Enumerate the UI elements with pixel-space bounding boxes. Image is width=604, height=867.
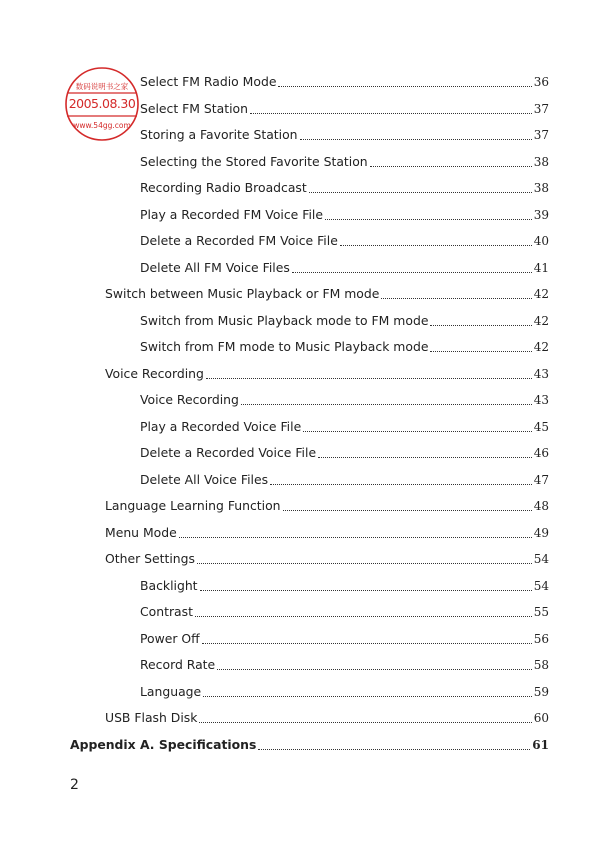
toc-entry: [105, 521, 549, 541]
toc-dot-leader: [200, 589, 532, 591]
toc-dot-leader: [202, 642, 532, 644]
toc-dot-leader: [197, 562, 532, 564]
toc-entry-title: Delete a Recorded FM Voice File: [140, 233, 338, 248]
toc-entry: [140, 150, 549, 170]
toc-entry: [140, 335, 549, 355]
toc-entry-page: 60: [533, 711, 549, 725]
toc-entry: [140, 627, 549, 647]
toc-entry-title: USB Flash Disk: [105, 710, 198, 725]
toc-dot-leader: [325, 218, 532, 220]
toc-entry-title: Delete All Voice Files: [140, 471, 269, 487]
toc-entry: [140, 203, 549, 223]
toc-dot-leader: [206, 377, 532, 379]
toc-entry: [140, 415, 549, 435]
toc-entry: [105, 706, 549, 726]
toc-entry-title: Play a Recorded FM Voice File: [140, 206, 323, 222]
toc-entry-title: Voice Recording: [105, 365, 204, 381]
toc-entry: [140, 97, 549, 117]
toc-entry-page: 41: [533, 260, 549, 275]
toc-entry: [140, 388, 549, 408]
toc-dot-leader: [258, 748, 530, 750]
toc-entry-title: Play a Recorded Voice File: [140, 418, 302, 434]
page-number: 2: [70, 777, 79, 793]
toc-entry: [105, 282, 549, 302]
toc-entry-title: Select FM Station: [140, 100, 248, 116]
toc-entry: [140, 229, 549, 249]
toc-dot-leader: [217, 668, 532, 670]
toc-entry-page: 43: [533, 393, 549, 407]
toc-dot-leader: [283, 509, 532, 511]
toc-dot-leader: [199, 721, 531, 723]
toc-entry: [140, 653, 549, 673]
toc-entry-page: 39: [533, 207, 549, 222]
toc-entry-title: Switch from FM mode to Music Playback mode: [140, 339, 429, 354]
toc-dot-leader: [270, 483, 532, 485]
toc-entry: [140, 309, 549, 329]
toc-entry-page: 61: [532, 737, 549, 752]
toc-entry-title: Recording Radio Broadcast: [140, 180, 307, 195]
toc-entry-page: 37: [533, 128, 549, 142]
toc-entry-page: 45: [533, 419, 549, 434]
toc-entry-page: 38: [533, 154, 549, 169]
toc-dot-leader: [250, 112, 532, 114]
toc-entry-page: 54: [533, 578, 549, 593]
toc-dot-leader: [278, 85, 531, 87]
toc-entry-title: Power Off: [140, 630, 200, 646]
toc-entry-page: 38: [533, 181, 549, 195]
toc-entry: [140, 256, 549, 276]
toc-entry-page: 42: [533, 287, 549, 301]
toc-dot-leader: [179, 536, 532, 538]
toc-entry: [140, 176, 549, 196]
toc-entry-title: Storing a Favorite Station: [140, 127, 298, 142]
toc-dot-leader: [292, 271, 532, 273]
toc-entry-page: 43: [533, 366, 549, 381]
toc-entry-page: 46: [533, 446, 549, 460]
toc-entry-title: Delete All FM Voice Files: [140, 259, 290, 275]
toc-entry-page: 42: [533, 340, 549, 354]
toc-entry-title: Menu Mode: [105, 524, 177, 540]
toc-entry-title: Backlight: [140, 577, 198, 593]
watermark-stamp: [64, 66, 140, 142]
toc-entry: [105, 494, 549, 514]
toc-entry-page: 49: [533, 525, 549, 540]
toc-entry-title: Voice Recording: [140, 392, 239, 407]
toc-entry-page: 54: [533, 552, 549, 566]
toc-entry-page: 59: [533, 684, 549, 699]
toc-entry: [140, 441, 549, 461]
toc-entry-page: 37: [533, 101, 549, 116]
toc-entry-title: Select FM Radio Mode: [140, 74, 277, 89]
toc-dot-leader: [300, 138, 532, 140]
toc-entry: [140, 574, 549, 594]
toc-entry-title: Switch between Music Playback or FM mode: [105, 286, 380, 301]
toc-dot-leader: [318, 456, 532, 458]
toc-entry: [70, 733, 549, 753]
stamp-top-text: 数码说明书之家: [75, 82, 129, 91]
toc-dot-leader: [381, 297, 531, 299]
toc-entry-page: 47: [533, 472, 549, 487]
toc-entry-title: Language: [140, 683, 202, 699]
toc-entry-page: 55: [533, 605, 549, 619]
toc-entry-title: Switch from Music Playback mode to FM mode: [140, 312, 429, 328]
toc-dot-leader: [303, 430, 532, 432]
stamp-url: www.54gg.com: [73, 121, 131, 130]
toc-entry-page: 42: [533, 313, 549, 328]
toc-entry-page: 56: [533, 631, 549, 646]
toc-entry-title: Appendix A. Specifications: [70, 736, 257, 752]
toc-entry: [105, 547, 549, 567]
toc-dot-leader: [340, 244, 532, 246]
toc-entry: [105, 362, 549, 382]
toc-entry: [140, 600, 549, 620]
toc-entry-page: 58: [533, 658, 549, 672]
toc-dot-leader: [370, 165, 532, 167]
toc-dot-leader: [309, 191, 532, 193]
toc-entry: [140, 70, 549, 90]
toc-dot-leader: [203, 695, 532, 697]
toc-dot-leader: [241, 403, 532, 405]
toc-entry-title: Record Rate: [140, 657, 216, 672]
stamp-date: 2005.08.30: [68, 96, 136, 111]
toc-entry-title: Other Settings: [105, 551, 195, 566]
toc-entry: [140, 468, 549, 488]
toc-entry-page: 36: [533, 75, 549, 89]
toc-entry-title: Delete a Recorded Voice File: [140, 445, 317, 460]
toc-entry: [140, 123, 549, 143]
toc-entry-title: Contrast: [140, 604, 193, 619]
toc-dot-leader: [430, 350, 531, 352]
toc-entry-page: 40: [533, 234, 549, 248]
toc-entry-title: Selecting the Stored Favorite Station: [140, 153, 368, 169]
toc-entry-page: 48: [533, 499, 549, 513]
toc-entry-title: Language Learning Function: [105, 498, 281, 513]
toc-entry: [140, 680, 549, 700]
toc-dot-leader: [430, 324, 531, 326]
toc-dot-leader: [195, 615, 532, 617]
